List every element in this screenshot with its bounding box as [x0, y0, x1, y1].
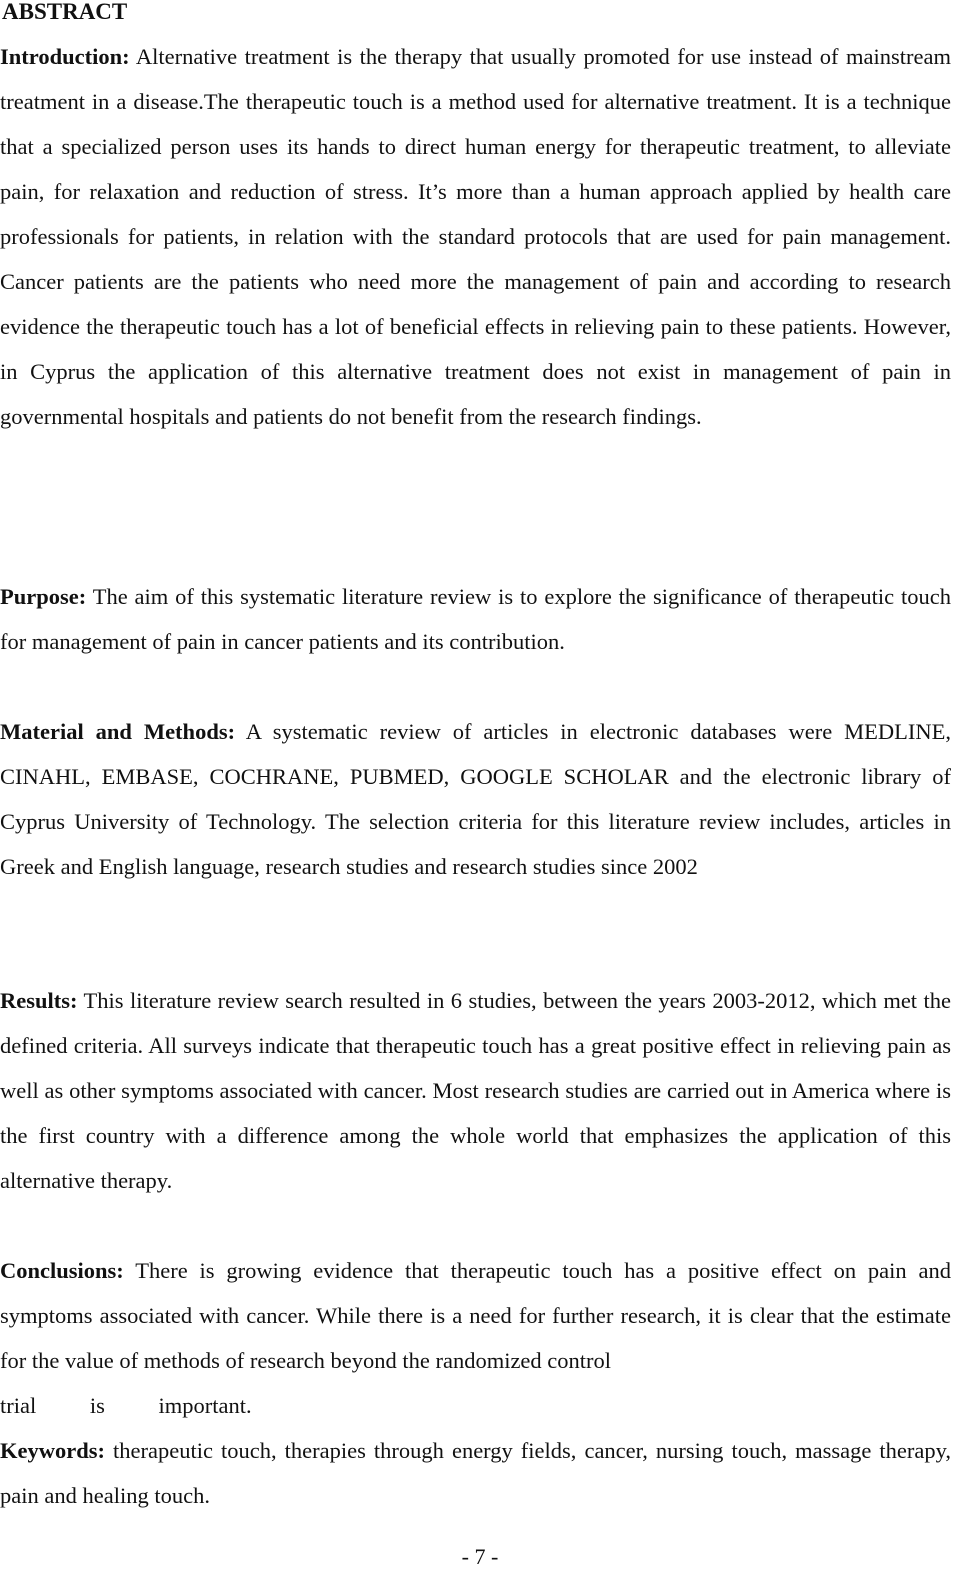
methods-label: Material and Methods: — [0, 719, 236, 744]
conclusions-label: Conclusions: — [0, 1258, 124, 1283]
results-text: This literature review search resulted in 6 studies, between the years 2003-2012, which met the defined criteria. All surveys indicate that therapeutic touch has a great positive effect in relieving pain as well as other symptoms associated with cancer. Most research studies are carried out in America where is the first country with a difference among the whole world that emphasizes the application of this alternative therapy. — [0, 988, 951, 1193]
conclusions-paragraph — [0, 1248, 951, 1428]
purpose-paragraph — [0, 574, 951, 664]
keywords-paragraph — [0, 1428, 951, 1518]
purpose-label: Purpose: — [0, 584, 87, 609]
keywords-label: Keywords: — [0, 1438, 105, 1463]
conclusions-text: There is growing evidence that therapeutic touch has a positive effect on pain and symptoms associated with cancer. While there is a need for further research, it is clear that the estimate for the value of methods of research beyond the randomized control — [0, 1258, 951, 1373]
results-paragraph — [0, 978, 951, 1203]
abstract-heading: ABSTRACT — [2, 0, 128, 24]
conclusions-last-line: trial is important. — [0, 1393, 252, 1418]
results-label: Results: — [0, 988, 78, 1013]
purpose-text: The aim of this systematic literature review is to explore the significance of therapeutic touch for management of pain in cancer patients and its contribution. — [0, 584, 951, 654]
keywords-text: therapeutic touch, therapies through energy fields, cancer, nursing touch, massage therapy, pain and healing touch. — [0, 1438, 951, 1508]
introduction-paragraph — [0, 34, 951, 439]
introduction-label: Introduction: — [0, 44, 130, 69]
page-number: - 7 - — [461, 1544, 499, 1569]
methods-text: A systematic review of articles in electronic databases were MEDLINE, CINAHL, EMBASE, COCHRANE, PUBMED, GOOGLE SCHOLAR and the electronic library of Cyprus University of Technology. The selection criteria for this literature review includes, articles in Greek and English language, research studies and research studies since 2002 — [0, 719, 951, 879]
methods-paragraph — [0, 709, 951, 889]
introduction-text: Alternative treatment is the therapy that usually promoted for use instead of mainstream treatment in a disease.The therapeutic touch is a method used for alternative treatment. It is a technique that a specialized person uses its hands to direct human energy for therapeutic treatment, to alleviate pain, for relaxation and reduction of stress. It’s more than a human approach applied by health care professionals for patients, in relation with the standard protocols that are used for pain management. Cancer patients are the patients who need more the management of pain and according to research evidence the therapeutic touch has a lot of beneficial effects in relieving pain to these patients. However, in Cyprus the application of this alternative treatment does not exist in management of pain in governmental hospitals and patients do not benefit from the research findings. — [0, 44, 951, 429]
